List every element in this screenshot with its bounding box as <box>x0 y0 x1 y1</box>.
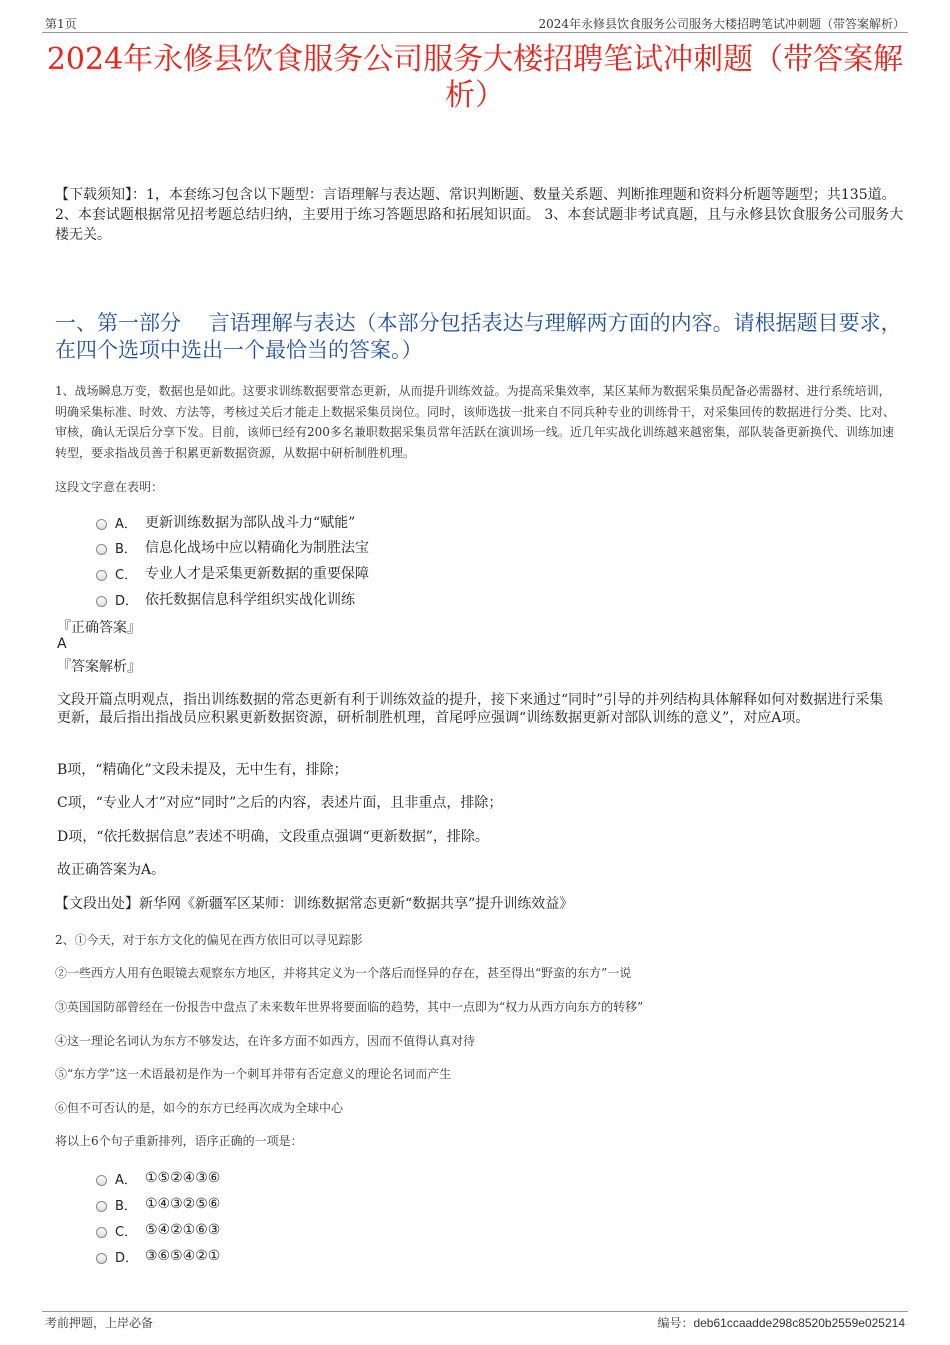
q2-line: 2、①今天，对于东方文化的偏见在西方依旧可以寻见踪影 <box>55 933 363 947</box>
q2-line: ③英国国防部曾经在一份报告中盘点了未来数年世界将要面临的趋势，其中一点即为“权力从西方向东方的转移” <box>55 1000 644 1014</box>
q2-prompt: 将以上6个句子重新排列，语序正确的一项是： <box>55 1134 303 1148</box>
q1-option-c[interactable]: C． 专业人才是采集更新数据的重要保障 <box>96 563 369 583</box>
footer-doc-id: 编号：deb61ccaadde298c8520b2559e025214 <box>657 1316 905 1330</box>
radio-icon[interactable] <box>96 1175 107 1186</box>
analysis-paragraph: 文段开篇点明观点，指出训练数据的常态更新有利于训练效益的提升，接下来通过“同时”引导的并列结构具体解释如何对数据进行采集更新，最后指出指战员应积累更新数据资源，研析制胜机理，首尾呼应强调“训练数据更新对部队训练的意义”，对应A项。 <box>57 692 884 726</box>
analysis-label: 『答案解析』 <box>57 659 141 675</box>
radio-icon[interactable] <box>96 544 107 555</box>
q1-option-b[interactable]: B． 信息化战场中应以精确化为制胜法宝 <box>96 537 369 557</box>
question-1-prompt: 这段文字意在表明： <box>55 480 164 494</box>
q2-line: ⑤“东方学”这一术语最初是作为一个刺耳并带有否定意义的理论名词而产生 <box>55 1067 452 1081</box>
radio-icon[interactable] <box>96 596 107 607</box>
analysis-option-c: C项，“专业人才”对应“同时”之后的内容，表述片面，且非重点，排除； <box>57 795 503 811</box>
footer-divider <box>42 1311 908 1312</box>
q2-option-b[interactable]: B． ①④③②⑤⑥ <box>96 1194 220 1214</box>
radio-icon[interactable] <box>96 1201 107 1212</box>
question-1-stem: 1、战场瞬息万变，数据也是如此。这要求训练数据要常态更新，从而提升训练效益。为提高采集效率，某区某师为数据采集员配备必需器材、进行系统培训，明确采集标准、时效、方法等，考核过关后才能走上数据采集员岗位。同时，该师选拔一批来自不同兵种专业的训练骨干，对采集回传的数据进行分类、比对、审核，确认无误后分享下发。目前，该师已经有200多名兼职数据采集员常年活跃在演训场一线。近几年实战化训练越来越密集，部队装备更新换代、训练加速转型，要求指战员善于积累更新数据资源，从数据中研析制胜机理。 <box>55 384 896 460</box>
analysis-option-d: D项，“依托数据信息”表述不明确，文段重点强调“更新数据”，排除。 <box>57 829 489 845</box>
radio-icon[interactable] <box>96 570 107 581</box>
section-heading: 一、第一部分 言语理解与表达（本部分包括表达与理解两方面的内容。请根据题目要求，在四个选项中选出一个最恰当的答案。） <box>55 311 902 362</box>
footer-slogan: 考前押题，上岸必备 <box>45 1316 154 1330</box>
radio-icon[interactable] <box>96 1227 107 1238</box>
q1-option-d[interactable]: D． 依托数据信息科学组织实战化训练 <box>96 589 355 609</box>
q2-option-d[interactable]: D． ③⑥⑤④②① <box>96 1246 220 1266</box>
q2-line: ④这一理论名词认为东方不够发达，在许多方面不如西方，因而不值得认真对待 <box>55 1034 476 1048</box>
analysis-source: 【文段出处】新华网《新疆军区某师：训练数据常态更新“数据共享”提升训练效益》 <box>55 896 574 912</box>
q2-option-c[interactable]: C． ⑤④②①⑥③ <box>96 1220 220 1240</box>
q2-line: ⑥但不可否认的是，如今的东方已经再次成为全球中心 <box>55 1101 344 1115</box>
answer-label: 『正确答案』 <box>57 620 141 636</box>
document-title: 2024年永修县饮食服务公司服务大楼招聘笔试冲刺题（带答案解析） <box>46 42 904 113</box>
correct-answer: A <box>57 636 67 652</box>
analysis-option-b: B项，“精确化”文段未提及，无中生有，排除； <box>57 762 348 778</box>
q2-line: ②一些西方人用有色眼镜去观察东方地区，并将其定义为一个落后而怪异的存在，甚至得出“野蛮的东方”一说 <box>55 966 632 980</box>
page-number: 第1页 <box>45 17 77 31</box>
radio-icon[interactable] <box>96 519 107 530</box>
analysis-conclusion: 故正确答案为A。 <box>57 862 166 878</box>
download-notice: 【下载须知】：1，本套练习包含以下题型：言语理解与表达题、常识判断题、数量关系题、判断推理题和资料分析题等题型；共135道。 2、本套试题根据常见招考题总结归纳，主要用于练习答题思路和拓展知识面。 3、本套试题非考试真题，且与永修县饮食服务公司服务大楼无关。 <box>55 187 904 243</box>
header-doc-title: 2024年永修县饮食服务公司服务大楼招聘笔试冲刺题（带答案解析） <box>538 17 905 31</box>
header-divider <box>42 32 908 33</box>
q2-option-a[interactable]: A． ①⑤②④③⑥ <box>96 1168 220 1188</box>
q1-option-a[interactable]: A． 更新训练数据为部队战斗力“赋能” <box>96 512 355 532</box>
radio-icon[interactable] <box>96 1253 107 1264</box>
